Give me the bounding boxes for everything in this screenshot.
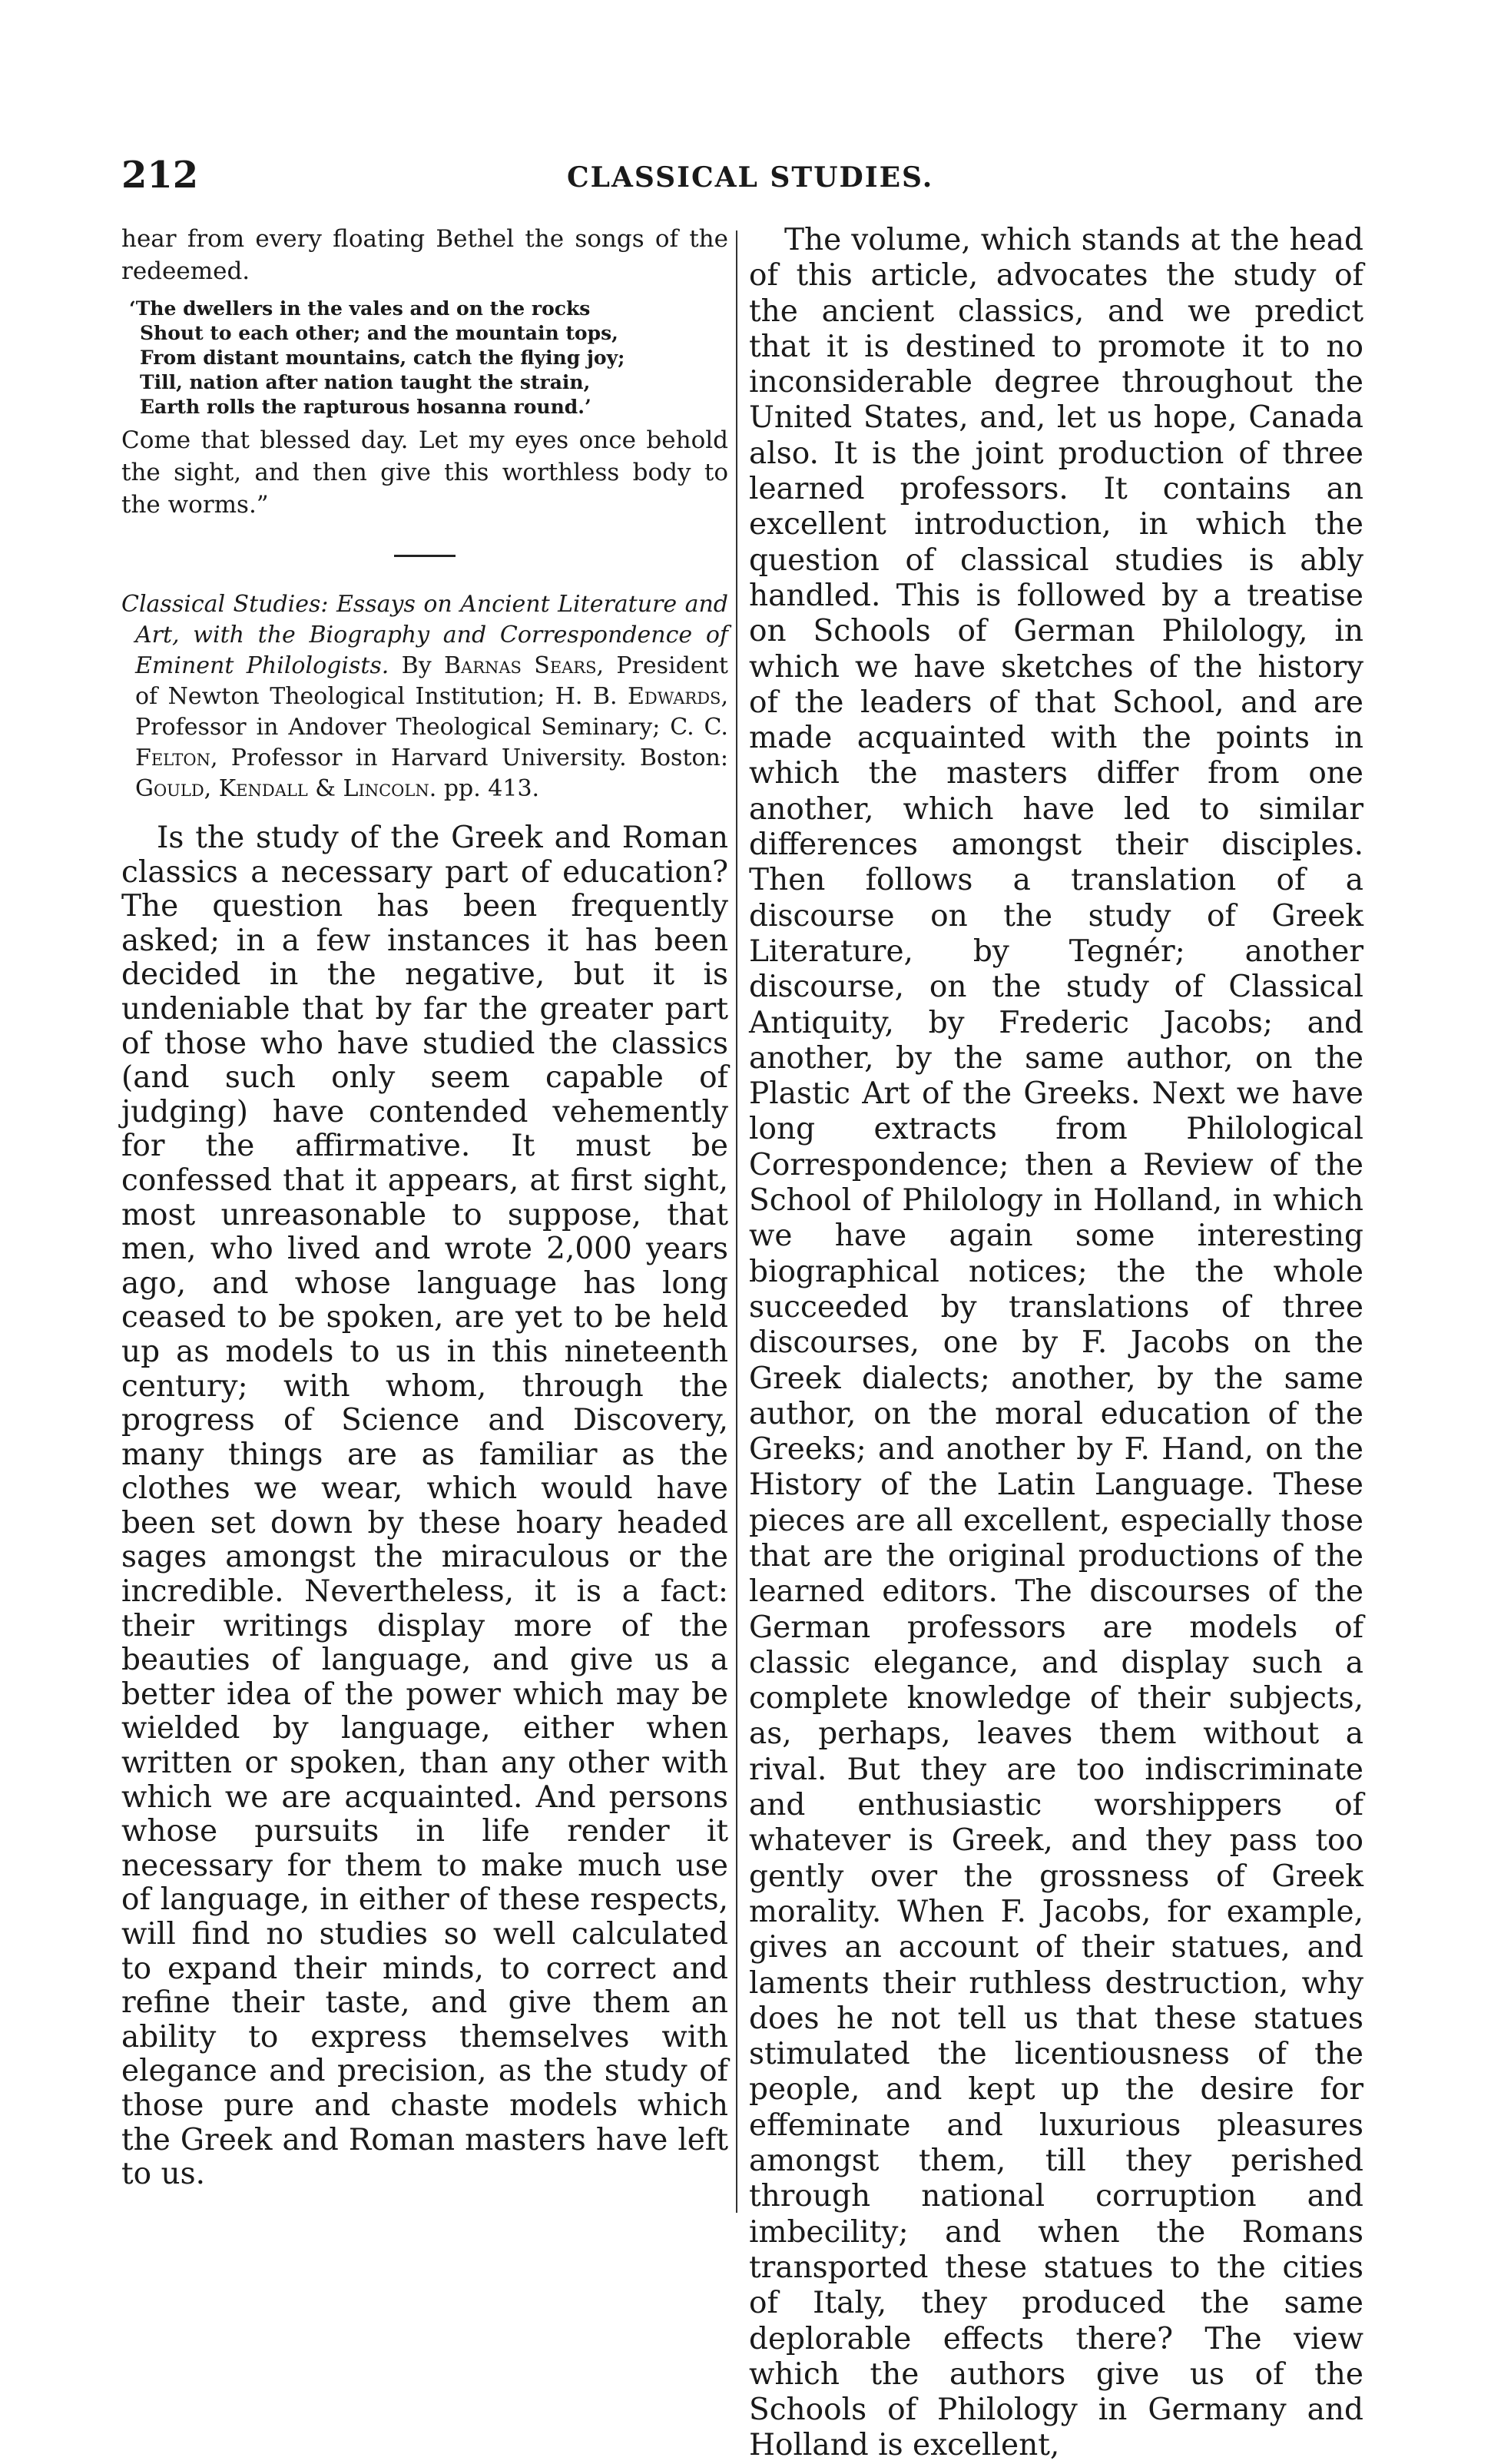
verse-line: Till, nation after nation taught the strain,	[140, 371, 591, 393]
citation-publisher: Gould, Kendall & Lincoln.	[135, 775, 437, 802]
column-rule	[736, 230, 737, 2213]
verse-line: Shout to each other; and the mountain tops,	[140, 322, 618, 344]
opening-paragraph: hear from every floating Bethel the songs of the redeemed.	[121, 225, 728, 285]
verse-line: ‘The dwellers in the vales and on the rocks	[129, 297, 591, 320]
page-header	[121, 154, 1367, 200]
page-number: 212	[121, 154, 199, 197]
citation-author: H. B. Edwards	[555, 683, 721, 710]
left-body-paragraph: Is the study of the Greek and Roman classics a necessary part of education? The question has been frequently asked; in a few instances it has been decided in the negative, but it is undeniable that by far the greater part of those who have studied the classics (and such only seem capable of judging) have contended vehemently for the affirmative. It must be confessed that it appears, at first sight, most unreasonable to suppose, that men, who lived and wrote 2,000 years ago, and whose language has long ceased to be spoken, are yet to be held up as models to us in this nineteenth century; with whom, through the progress of Science and Discovery, many things are as familiar as the clothes we wear, which would have been set down by these hoary headed sages amongst the miraculous or the incredible. Nevertheless, it is a fact: their writings display more of the beauties of language, and give us a better idea of the power which may be wielded by language, either when written or spoken, than any other with which we are acquainted. And persons whose pursuits in life render it necessary for them to make much use of language, in either of these respects, will find no studies so well calculated to expand their minds, to correct and refine their taste, and give them an ability to express themselves with elegance and precision, as the study of those pure and chaste models which the Greek and Roman masters have left to us.	[121, 821, 728, 2192]
verse-quote	[129, 297, 728, 420]
verse-line: From distant mountains, catch the flying joy;	[140, 347, 625, 369]
running-head: CLASSICAL STUDIES.	[567, 161, 934, 194]
citation-author: Barnas Sears	[443, 652, 597, 679]
right-column	[749, 223, 1363, 2464]
citation-author-role: , Professor in Andover Theological Seminary;	[135, 683, 728, 741]
citation-by: By	[401, 652, 432, 679]
citation-author-role: , Professor in Harvard University. Boston:	[210, 745, 728, 771]
book-citation	[121, 589, 728, 804]
citation-author-role: , President of Newton Theological Institution;	[135, 652, 728, 710]
verse-line: Earth rolls the rapturous hosanna round.’	[140, 396, 591, 418]
closing-paragraph: Come that blessed day. Let my eyes once behold the sight, and then give this worthless body to the worms.”	[121, 426, 728, 519]
citation-pages: pp. 413.	[443, 775, 540, 802]
section-separator	[394, 555, 456, 557]
citation-author: C. C. Felton	[135, 714, 728, 771]
citation-title: Classical Studies: Essays on Ancient Literature and Art, with the Biography and Correspondence of Eminent Philologists.	[121, 591, 728, 679]
right-body-paragraph: The volume, which stands at the head of this article, advocates the study of the ancient classics, and we predict that it is destined to promote it to no inconsiderable degree throughout the United States, and, let us hope, Canada also. It is the joint production of three learned professors. It contains an excellent introduction, in which the question of classical studies is ably handled. This is followed by a treatise on Schools of German Philology, in which we have sketches of the history of the leaders of that School, and are made acquainted with the points in which the masters differ from one another, which have led to similar differences amongst their disciples. Then follows a translation of a discourse on the study of Greek Literature, by Tegnér; another discourse, on the study of Classical Antiquity, by Frederic Jacobs; and another, by the same author, on the Plastic Art of the Greeks. Next we have long extracts from Philological Correspondence; then a Review of the School of Philology in Holland, in which we have again some interesting biographical notices; the the whole succeeded by translations of three discourses, one by F. Jacobs on the Greek dialects; another, by the same author, on the moral education of the Greeks; and another by F. Hand, on the History of the Latin Language. These pieces are all excellent, especially those that are the original productions of the learned editors. The discourses of the German professors are models of classic elegance, and display such a complete knowledge of their subjects, as, perhaps, leaves them without a rival. But they are too indiscriminate and enthusiastic worshippers of whatever is Greek, and they pass too gently over the grossness of Greek morality. When F. Jacobs, for example, gives an account of their statues, and laments their ruthless destruction, why does he not tell us that these statues stimulated the licentiousness of the people, and kept up the desire for effeminate and luxurious pleasures amongst them, till they perished through national corruption and imbecility; and when the Romans transported these statues to the cities of Italy, they produced the same deplorable effects there? The view which the authors give us of the Schools of Philology in Germany and Holland is excellent,	[749, 223, 1363, 2463]
left-column	[121, 223, 728, 2192]
